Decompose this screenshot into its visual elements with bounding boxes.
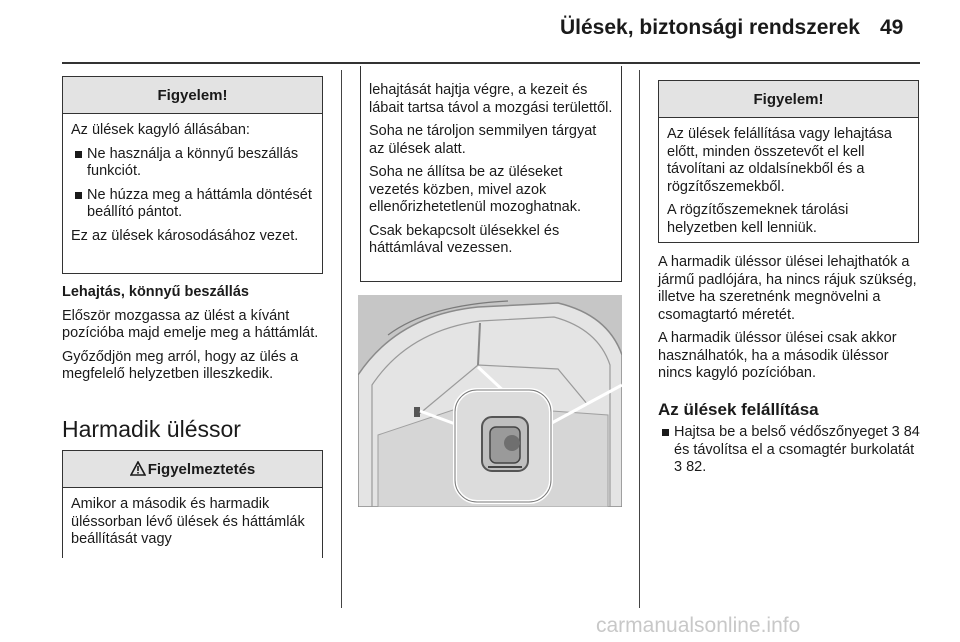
column-divider [341, 70, 342, 608]
caution-text: Amikor a második és harmadik üléssorban lévő ülések és háttámlák beállítását vagy [71, 496, 305, 547]
warning-box [62, 76, 323, 274]
page-number: 49 [880, 16, 904, 39]
warning-outro: Ez az ülések károsodásához vezet. [71, 227, 299, 244]
header-divider [62, 62, 920, 64]
caution-box-heading [63, 451, 322, 488]
paragraph: Az ülések felállítása vagy lehajtása előtt, minden összetevőt el kell távolítani az oldalsínekből és a rögzítőszemekből. [667, 126, 892, 195]
trunk-floor-strap-illustration [358, 295, 622, 507]
caution-box [62, 450, 323, 558]
paragraph: Soha ne állítsa be az üléseket vezetés közben, mivel azok ellenőrizhetetlenül mozoghatnak. [369, 164, 581, 215]
caution-box-label: Figyelmeztetés [147, 461, 256, 478]
warning-box-heading: Figyelem! [659, 81, 918, 118]
warning-box-body [63, 114, 322, 259]
subsection-title: Az ülések felállítása [658, 400, 819, 419]
warning-box-body [659, 118, 918, 251]
warning-bullet: Ne használja a könnyű beszállás funkciót. [71, 146, 314, 181]
caution-box-body [63, 488, 322, 563]
warning-triangle-icon [130, 461, 146, 476]
step-bullet: Hajtsa be a belső védőszőnyeget 3 84 és távolítsa el a csomagtér burkolatát 3 82. [658, 424, 924, 477]
paragraph: A rögzítőszemeknek tárolási helyzetben kell lenniük. [667, 202, 849, 236]
warning-box [658, 80, 919, 243]
paragraph: lehajtását hajtja végre, a kezeit és lábait tartsa távol a mozgási területtől. [369, 82, 613, 116]
paragraph: Soha ne tároljon semmilyen tárgyat az ülések alatt. [369, 123, 597, 157]
section-title: Harmadik üléssor [62, 416, 241, 442]
paragraph: Először mozgassa az ülést a kívánt pozícióba majd emelje meg a háttámlát. [62, 307, 319, 341]
paragraph: A harmadik üléssor ülései lehajthatók a jármű padlójára, ha nincs rájuk szükség, illetve ha szeretnénk megnövelni a csomagtartó méretét. [658, 254, 917, 323]
paragraph: A harmadik üléssor ülései csak akkor használhatók, ha a második üléssor nincs kagyló pozícióban. [658, 330, 897, 381]
caution-box-continued-body [361, 66, 621, 272]
raise-seats-steps [658, 424, 924, 483]
watermark: carmanualsonline.info [596, 614, 801, 637]
page-title: Ülések, biztonsági rendszerek [560, 16, 860, 39]
easy-entry-section [62, 284, 328, 390]
third-row-section [658, 254, 924, 389]
warning-intro: Az ülések kagyló állásában: [71, 122, 250, 138]
warning-box-heading: Figyelem! [63, 77, 322, 114]
paragraph: Csak bekapcsolt ülésekkel és háttámlával vezessen. [369, 222, 560, 256]
paragraph: Győződjön meg arról, hogy az ülés a megfelelő helyzetben illeszkedik. [62, 348, 299, 382]
easy-entry-subheading: Lehajtás, könnyű beszállás [62, 284, 249, 300]
caution-box-continued [360, 66, 622, 282]
warning-bullet: Ne húzza meg a háttámla döntését beállító pántot. [71, 187, 314, 222]
column-divider [639, 70, 640, 608]
